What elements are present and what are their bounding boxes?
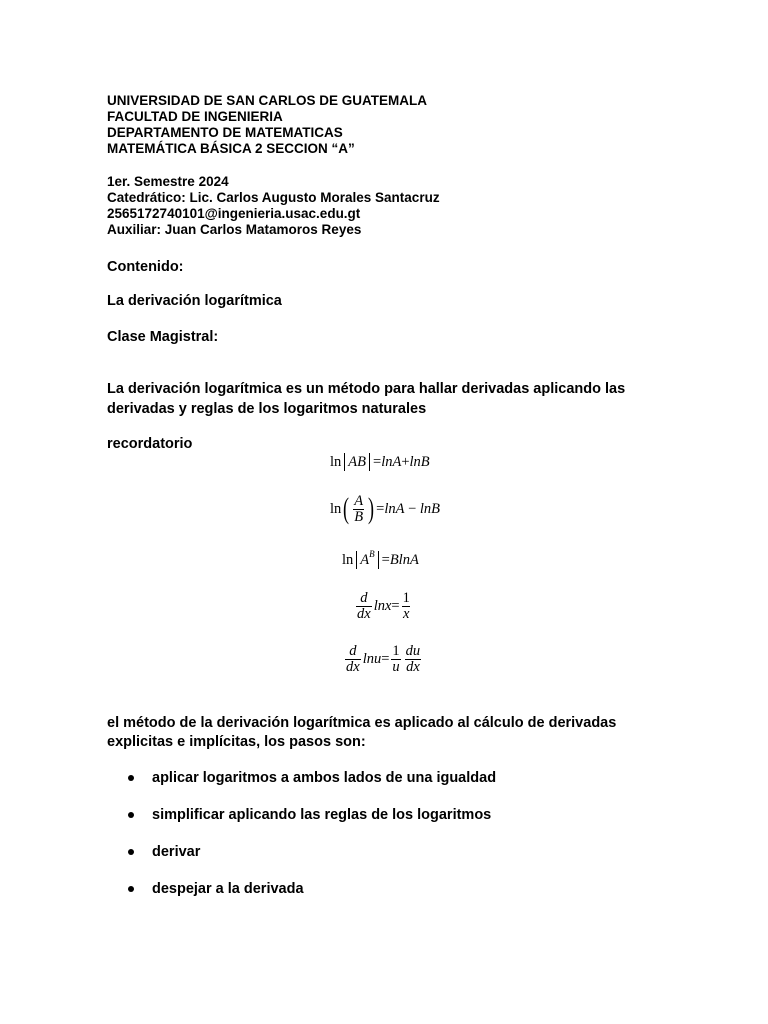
email: 2565172740101@ingenieria.usac.edu.gt [107, 206, 361, 221]
bullet-icon [128, 812, 134, 818]
contenido-heading: Contenido: [107, 259, 184, 275]
formula-log-product: ln AB = lnA + lnB [330, 453, 430, 470]
method-line-2: explicitas e implícitas, los pasos son: [107, 734, 366, 750]
intro-line-2: derivadas y reglas de los logaritmos naturales [107, 401, 427, 417]
method-line-1: el método de la derivación logarítmica es aplicado al cálculo de derivadas [107, 715, 617, 731]
formula-log-quotient: ln ( $\frac{A}{B}$ ) = lnA − lnB [330, 492, 441, 525]
step-3: derivar [152, 844, 201, 860]
topic-heading: La derivación logarítmica [107, 293, 282, 309]
formula-log-power: ln A B = BlnA [342, 549, 419, 568]
professor: Catedrático: Lic. Carlos Augusto Morales Santacruz [107, 190, 440, 205]
bullet-icon [128, 886, 134, 892]
bullet-icon [128, 849, 134, 855]
intro-line-1: La derivación logarítmica es un método para hallar derivadas aplicando las [107, 381, 626, 397]
semester: 1er. Semestre 2024 [107, 174, 229, 189]
formula-derivative-lnu: $\frac{d}{dx}$ lnu = $\frac{1}{u}$ $\frac{du}{dx}$ [346, 642, 421, 675]
assistant: Auxiliar: Juan Carlos Matamoros Reyes [107, 222, 362, 237]
step-4: despejar a la derivada [152, 881, 304, 897]
step-2: simplificar aplicando las reglas de los logaritmos [152, 807, 492, 823]
formula-derivative-lnx: $\frac{d}{dx}$ lnx = $\frac{1}{x}$ [357, 589, 410, 622]
university-name: UNIVERSIDAD DE SAN CARLOS DE GUATEMALA [107, 93, 428, 108]
department-name: DEPARTAMENTO DE MATEMATICAS [107, 125, 343, 140]
clase-heading: Clase Magistral: [107, 329, 219, 345]
bullet-icon [128, 775, 134, 781]
reminder-label: recordatorio [107, 436, 193, 452]
faculty-name: FACULTAD DE INGENIERIA [107, 109, 283, 124]
course-name: MATEMÁTICA BÁSICA 2 SECCION “A” [107, 141, 355, 156]
step-1: aplicar logaritmos a ambos lados de una igualdad [152, 770, 497, 786]
